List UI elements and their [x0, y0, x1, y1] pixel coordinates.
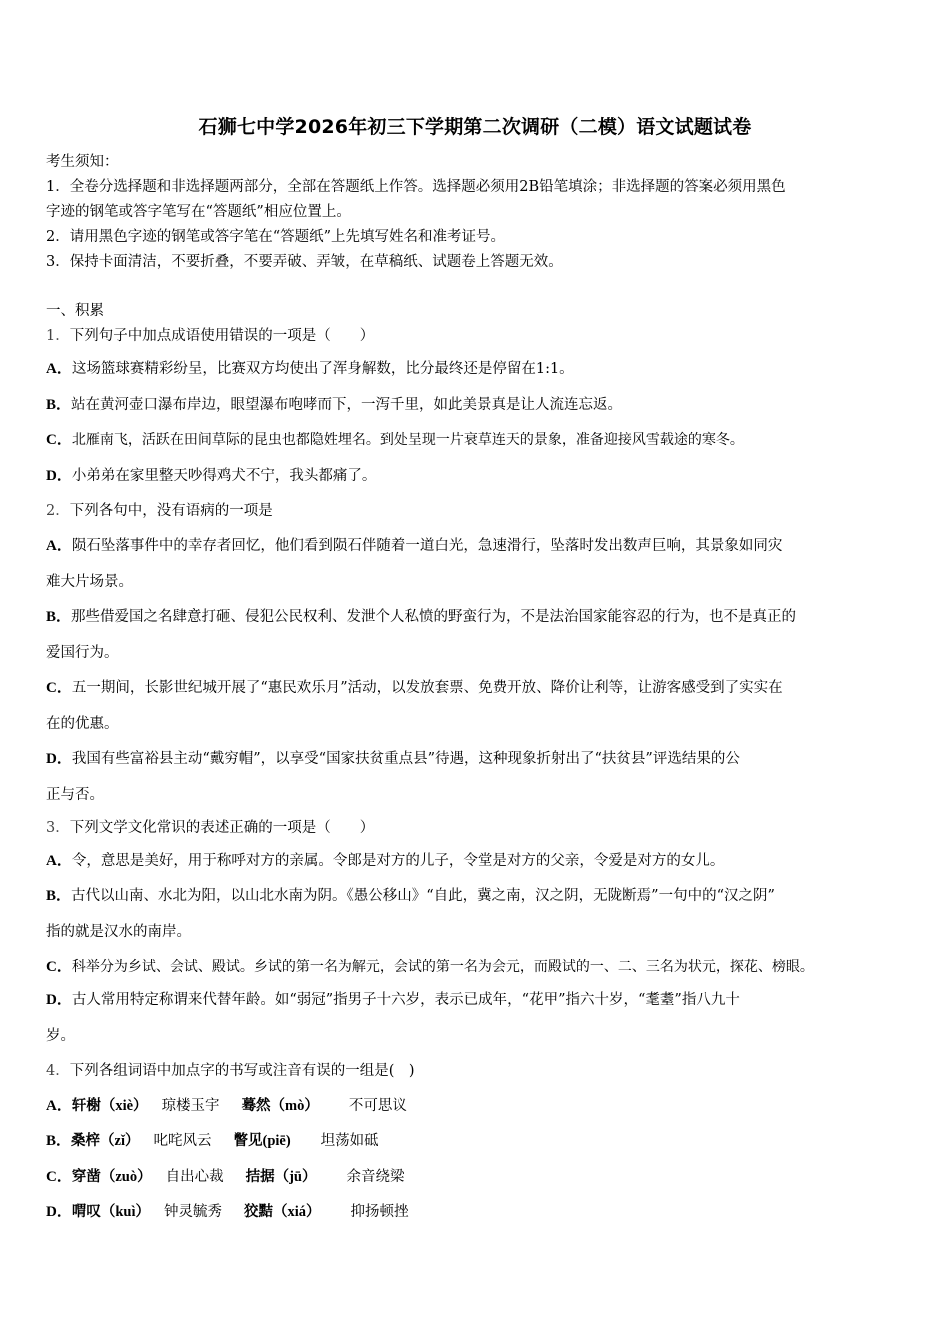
option-letter: C．	[46, 432, 72, 448]
option-d	[46, 1202, 916, 1222]
option-letter: A．	[46, 361, 72, 377]
option-text: 站在黄河壶口瀑布岸边，眼望瀑布咆哮而下，一泻千里，如此美景真是让人流连忘返。	[71, 397, 623, 413]
option-b	[46, 395, 916, 415]
option-text: 五一期间，长影世纪城开展了“惠民欢乐月”活动，以发放套票、免费开放、降价让利等，让游客感受到了实实在	[71, 680, 783, 696]
option-word: 抑扬顿挫	[350, 1204, 409, 1220]
option-c	[46, 430, 916, 450]
option-c	[46, 1167, 916, 1187]
option-word: 不可思议	[348, 1098, 407, 1114]
option-a	[46, 1096, 916, 1116]
option-continuation: 岁。	[46, 1028, 75, 1044]
option-text: 这场篮球赛精彩纷呈，比赛双方均使出了浑身解数，比分最终还是停留在1:1。	[71, 361, 574, 377]
option-letter: C．	[46, 1169, 72, 1185]
option-letter: D．	[46, 992, 72, 1008]
option-word: 穿凿（zuò）	[71, 1169, 152, 1185]
option-continuation: 指的就是汉水的南岸。	[46, 924, 191, 940]
option-letter: C．	[46, 680, 72, 696]
option-letter: A．	[46, 538, 72, 554]
option-word: 叱咤风云	[153, 1133, 212, 1149]
option-text: 科举分为乡试、会试、殿试。乡试的第一名为解元，会试的第一名为会元，而殿试的一、二、三名为状元，探花、榜眼。	[71, 959, 814, 975]
option-word: 钟灵毓秀	[164, 1204, 223, 1220]
question-number: 2．	[46, 503, 70, 519]
option-b	[46, 607, 916, 627]
option-text: 那些借爱国之名肆意打砸、侵犯公民权利、发泄个人私愤的野蛮行为，不是法治国家能容忍的行为，也不是真正的	[71, 609, 797, 625]
notice-item: 3．保持卡面清洁，不要折叠，不要弄破、弄皱，在草稿纸、试题卷上答题无效。	[46, 254, 563, 270]
option-word: 轩榭（xiè）	[71, 1098, 148, 1114]
option-text: 北雁南飞，活跃在田间草际的昆虫也都隐姓埋名。到处呈现一片衰草连天的景象，准备迎接风雪载途的寒冬。	[71, 432, 744, 448]
option-word: 桑梓（zǐ）	[71, 1133, 140, 1149]
notice-item: 字迹的钢笔或答字笔写在“答题纸”相应位置上。	[46, 204, 351, 220]
option-letter: A．	[46, 1098, 72, 1114]
option-d	[46, 466, 916, 486]
question-number: 3．	[46, 820, 70, 836]
question-stem	[46, 818, 916, 838]
notice-item: 2．请用黑色字迹的钢笔或答字笔在“答题纸”上先填写姓名和准考证号。	[46, 229, 506, 245]
option-a	[46, 359, 916, 379]
notice-item: 1．全卷分选择题和非选择题两部分，全部在答题纸上作答。选择题必须用2B铅笔填涂；非选择题的答案必须用黑色	[46, 179, 786, 195]
option-text: 令，意思是美好，用于称呼对方的亲属。令郎是对方的儿子，令堂是对方的父亲，令爱是对方的女儿。	[71, 853, 725, 869]
option-continuation: 在的优惠。	[46, 716, 119, 732]
question-text: 下列文学文化常识的表述正确的一项是（ ）	[69, 820, 375, 836]
option-b	[46, 1131, 916, 1151]
option-letter: C．	[46, 959, 72, 975]
question-number: 4．	[46, 1063, 70, 1079]
option-text: 古代以山南、水北为阳，以山北水南为阴。《愚公移山》“自此，冀之南，汉之阴，无陇断焉”一句中的“汉之阴”	[71, 888, 775, 904]
option-continuation: 正与否。	[46, 787, 104, 803]
question-text: 下列各组词语中加点字的书写或注音有误的一组是( )	[69, 1063, 415, 1079]
option-c	[46, 678, 916, 698]
option-a	[46, 851, 916, 871]
option-continuation: 爱国行为。	[46, 645, 119, 661]
question-text: 下列句子中加点成语使用错误的一项是（ ）	[69, 328, 375, 344]
option-text: 小弟弟在家里整天吵得鸡犬不宁，我头都痛了。	[71, 468, 377, 484]
option-word: 坦荡如砥	[320, 1133, 379, 1149]
option-text: 我国有些富裕县主动“戴穷帽”，以享受“国家扶贫重点县”待遇，这种现象折射出了“扶贫县”评选结果的公	[71, 751, 740, 767]
option-word: 喟叹（kuì）	[71, 1204, 151, 1220]
option-text: 陨石坠落事件中的幸存者回忆，他们看到陨石伴随着一道白光，急速滑行，坠落时发出数声巨响，其景象如同灾	[71, 538, 783, 554]
option-word: 瞥见(piē)	[233, 1133, 291, 1149]
option-word: 自出心裁	[165, 1169, 224, 1185]
option-a	[46, 536, 916, 556]
option-word: 蓦然（mò）	[241, 1098, 319, 1114]
question-stem	[46, 501, 916, 521]
option-d	[46, 749, 916, 769]
option-letter: B．	[46, 609, 72, 625]
option-letter: B．	[46, 888, 72, 904]
option-word: 余音绕梁	[346, 1169, 405, 1185]
question-stem	[46, 1061, 916, 1081]
option-word: 拮据（jū）	[245, 1169, 317, 1185]
option-word: 狡黠（xiá）	[244, 1204, 321, 1220]
option-letter: B．	[46, 397, 72, 413]
section-heading: 一、积累	[46, 303, 104, 319]
option-letter: B．	[46, 1133, 72, 1149]
question-number: 1．	[46, 328, 70, 344]
option-letter: D．	[46, 751, 72, 767]
page-title: 石狮七中学2026年初三下学期第二次调研（二模）语文试题试卷	[198, 116, 752, 138]
option-word: 琼楼玉宇	[161, 1098, 220, 1114]
question-stem	[46, 326, 916, 346]
option-text: 古人常用特定称谓来代替年龄。如“弱冠”指男子十六岁，表示已成年，“花甲”指六十岁，“耄耋”指八九十	[71, 992, 740, 1008]
question-text: 下列各句中，没有语病的一项是	[69, 503, 273, 519]
option-letter: D．	[46, 468, 72, 484]
option-b	[46, 886, 916, 906]
notice-heading: 考生须知：	[46, 154, 119, 170]
option-letter: D．	[46, 1204, 72, 1220]
option-c	[46, 957, 916, 977]
option-d	[46, 990, 916, 1010]
option-letter: A．	[46, 853, 72, 869]
option-continuation: 难大片场景。	[46, 574, 133, 590]
